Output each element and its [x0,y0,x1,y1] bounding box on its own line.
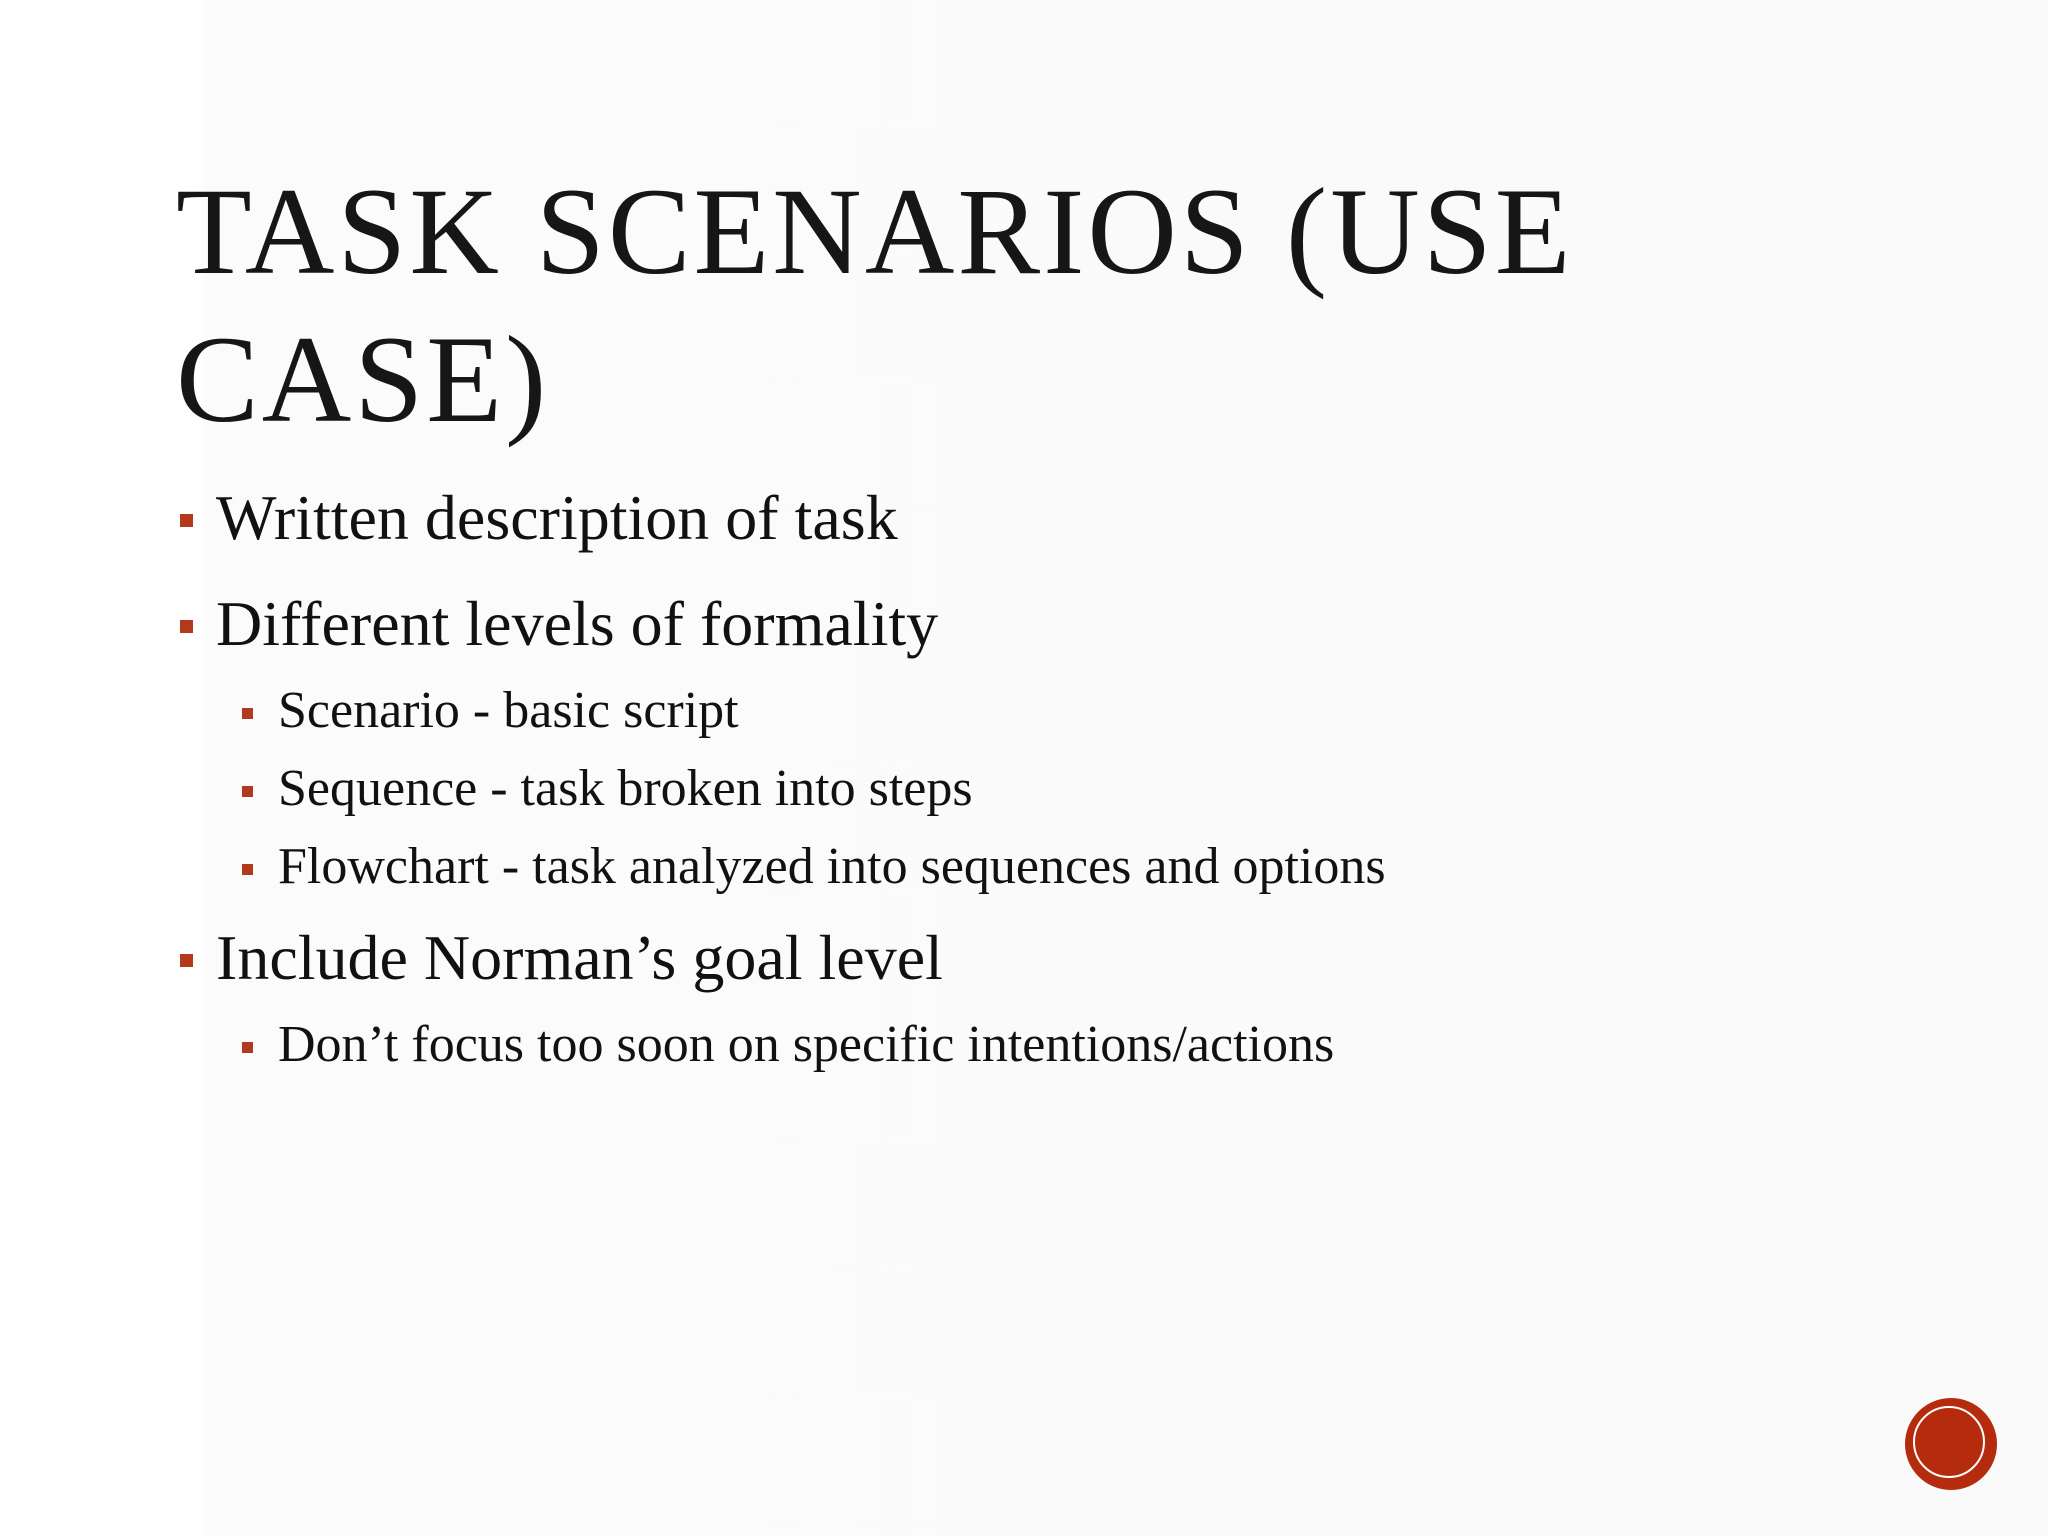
bullet-item [176,584,1956,664]
circle-nav-icon[interactable] [1908,1401,1994,1487]
bullet-item [176,478,1956,558]
slide-body [176,478,1956,1090]
bullet-text: Different levels of formality [216,588,939,659]
sub-bullet-text: Sequence - task broken into steps [278,760,973,817]
bullet-text: Written description of task [216,482,898,553]
square-bullet-icon [180,620,193,633]
sub-bullet-item [176,834,1956,900]
sub-bullet-item [176,756,1956,822]
sub-bullet-text: Don’t focus too soon on specific intentions/actions [278,1016,1335,1073]
square-bullet-icon [242,864,253,875]
bullet-item [176,918,1956,998]
bullet-text: Include Norman’s goal level [216,922,943,993]
slide-title: TASK SCENARIOS (USE CASE) [176,163,1574,448]
sub-bullet-item [176,1012,1956,1078]
square-bullet-icon [242,708,253,719]
sub-bullet-item [176,678,1956,744]
square-bullet-icon [242,1042,253,1053]
square-bullet-icon [180,514,193,527]
sub-bullet-text: Scenario - basic script [278,682,739,739]
sub-bullet-text: Flowchart - task analyzed into sequences and options [278,838,1386,895]
square-bullet-icon [180,954,193,967]
square-bullet-icon [242,786,253,797]
